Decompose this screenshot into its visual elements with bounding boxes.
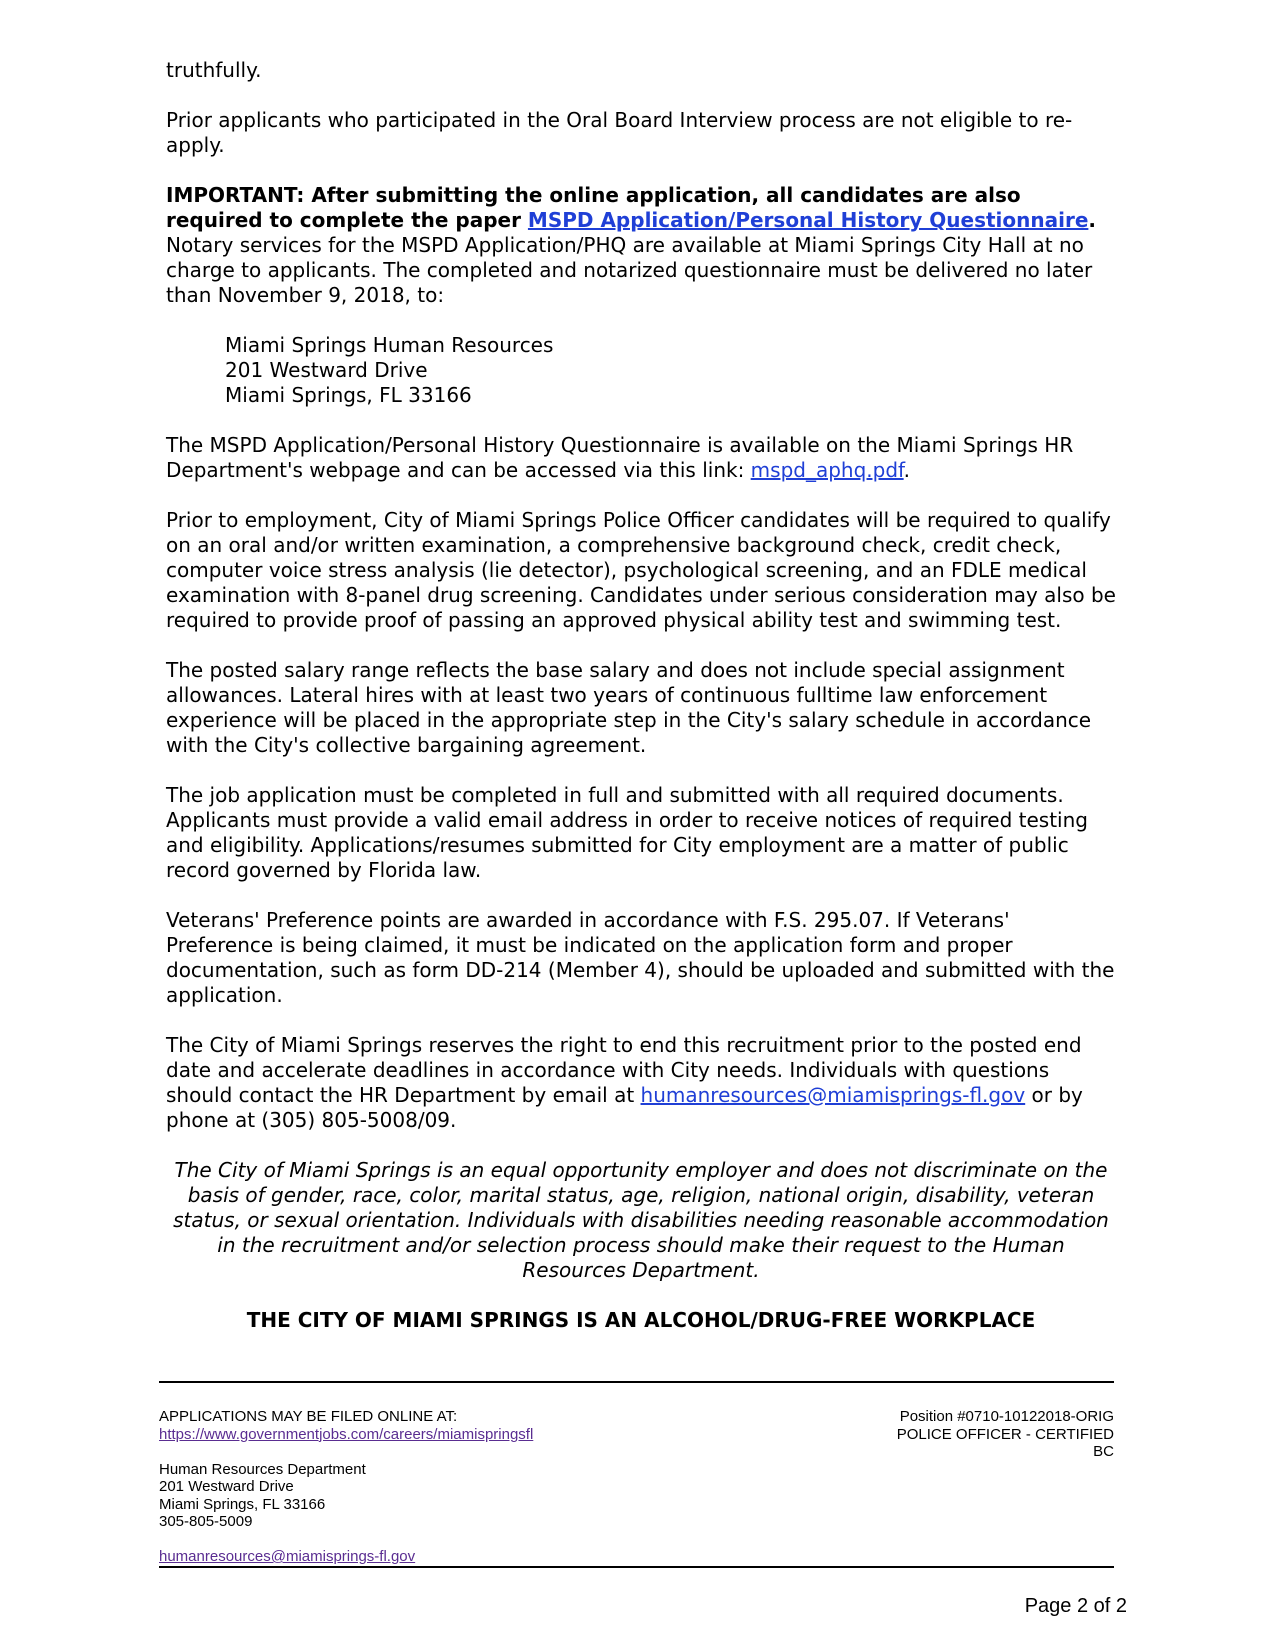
page-body [166,58,1116,1358]
address-line: Miami Springs Human Resources [225,333,554,357]
drug-free-statement: THE CITY OF MIAMI SPRINGS IS AN ALCOHOL/DRUG-FREE WORKPLACE [246,1308,1036,1332]
footer-left [159,1408,759,1566]
footer-email-link[interactable]: humanresources@miamisprings-fl.gov [159,1548,416,1565]
footer-right [714,1408,1114,1461]
salary-paragraph: The posted salary range reflects the base salary and does not include special assignment allowances. Lateral hires with at least two years of continuous fulltime law enforcement experience will be placed in the appropriate step in the City's salary schedule in accordance with the City's collective bargaining agreement. [166,658,1092,757]
hr-email-link[interactable]: humanresources@miamisprings-fl.gov [640,1083,1026,1107]
apply-label: APPLICATIONS MAY BE FILED ONLINE AT: [159,1408,458,1425]
aphq-pdf-link[interactable]: mspd_aphq.pdf [750,458,904,482]
footer-bottom-rule [159,1566,1114,1568]
address-line: Miami Springs, FL 33166 [225,383,472,407]
apply-url-link[interactable]: https://www.governmentjobs.com/careers/miamispringsfl [159,1425,534,1443]
continuation-text: truthfully. [166,58,262,82]
hr-line: Human Resources Department [159,1460,366,1478]
position-number: Position #0710-10122018-ORIG [899,1408,1114,1425]
page-number: Page 2 of 2 [1024,1595,1127,1617]
employment-requirements-paragraph: Prior to employment, City of Miami Springs Police Officer candidates will be required to qualify on an oral and/or written examination, a comprehensive background check, credit check, computer voice stress analysis (lie detector), psychological screening, and an FDLE medical examination with 8-panel drug screening. Candidates under serious consideration may also be required to provide proof of passing an approved physical ability test and swimming test. [166,508,1116,632]
phq-link[interactable]: MSPD Application/Personal History Questionnaire [527,208,1089,232]
questionnaire-paragraph: The MSPD Application/Personal History Questionnaire is available on the Miami Springs HR Department's webpage and can be accessed via this link: mspd_aphq.pdf. [166,433,1074,482]
important-paragraph [166,183,1116,308]
application-paragraph: The job application must be completed in full and submitted with all required documents. Applicants must provide a valid email address in order to receive notices of required testing and eligibility. Applications/resumes submitted for City employment are a matter of public record governed by Florida law. [166,783,1088,882]
footer-top-rule [159,1381,1114,1383]
important-lead: IMPORTANT: After submitting the online application, all candidates are also required to complete the paper MSPD Application/Personal History Questionnaire. [166,183,1096,232]
notary-text: Notary services for the MSPD Application/PHQ are available at Miami Springs City Hall at no charge to applicants. The completed and notarized questionnaire must be delivered no later than November 9, 2018, to: [166,233,1093,307]
delivery-address [225,333,1116,408]
position-title: POLICE OFFICER - CERTIFIED [896,1425,1114,1443]
hr-line: 305-805-5009 [159,1513,253,1530]
reapply-paragraph: Prior applicants who participated in the Oral Board Interview process are not eligible to re-apply. [166,108,1073,157]
hr-line: Miami Springs, FL 33166 [159,1495,326,1513]
eeo-statement: The City of Miami Springs is an equal opportunity employer and does not discriminate on the basis of gender, race, color, marital status, age, religion, national origin, disability, veteran status, or sexual orientation. Individuals with disabilities needing reasonable accommodation in the recruitment and/or selection process should make their request to the Human Resources Department. [173,1158,1109,1282]
hr-line: 201 Westward Drive [159,1478,294,1495]
position-code: BC [1093,1443,1114,1460]
reserves-paragraph: The City of Miami Springs reserves the right to end this recruitment prior to the posted end date and accelerate deadlines in accordance with City needs. Individuals with questions should contact the HR Department by email at humanresources@miamisprings-fl.gov or by phone at (305) 805-5008/09. [166,1033,1083,1132]
address-line: 201 Westward Drive [225,358,428,382]
veterans-paragraph: Veterans' Preference points are awarded in accordance with F.S. 295.07. If Veterans' Preference is being claimed, it must be indicated on the application form and proper documentation, such as form DD-214 (Member 4), should be uploaded and submitted with the application. [166,908,1115,1007]
